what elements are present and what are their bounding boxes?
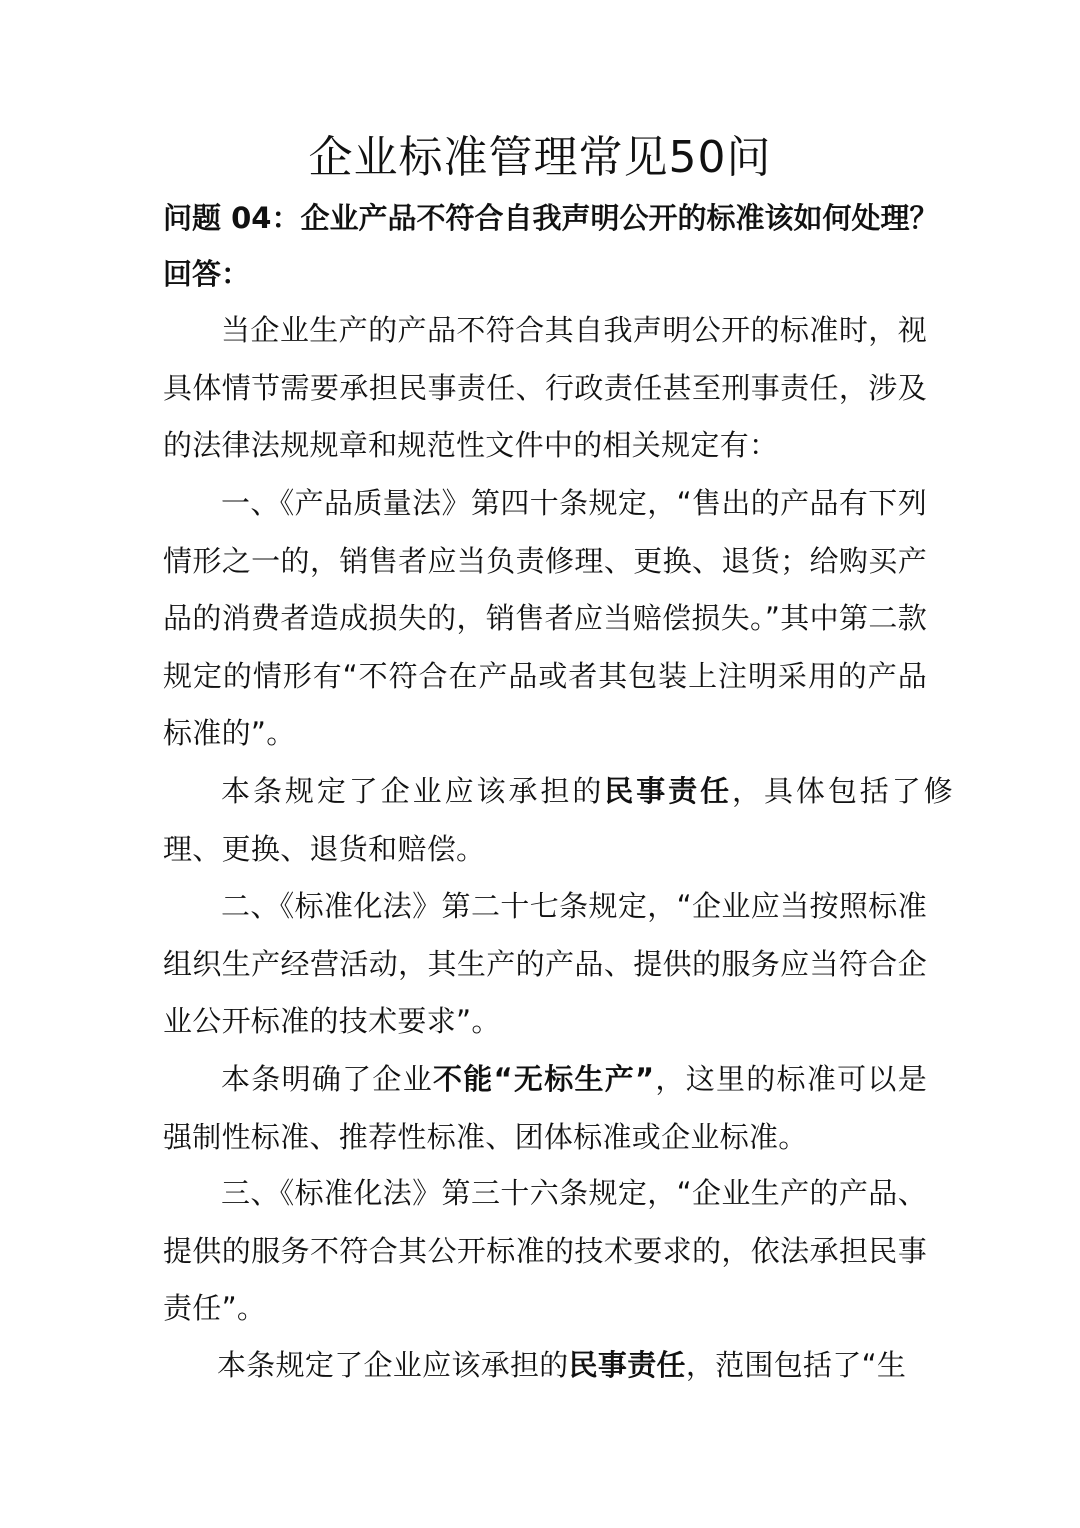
- paragraph-standardization-law-36: 三、《标准化法》第三十六条规定，“企业生产的产品、提供的服务不符合其公开标准的技术要求的，依法承担民事责任”。: [163, 1176, 927, 1325]
- answer-label: 回答：: [163, 257, 251, 291]
- paragraph-text: ，具体包括了修理、更换、退货和赔偿。: [163, 774, 953, 866]
- paragraph-text: 本条规定了企业应该承担的: [217, 1348, 569, 1382]
- paragraph-text: 本条规定了企业应该承担的: [221, 774, 605, 808]
- paragraph-intro: 当企业生产的产品不符合其自我声明公开的标准时，视具体情节需要承担民事责任、行政责任甚至刑事责任，涉及的法律法规规章和规范性文件中的相关规定有：: [163, 313, 927, 462]
- paragraph-no-standard-production-note: [163, 1051, 927, 1166]
- paragraph-civil-liability-scope: [163, 1337, 927, 1395]
- document-title: 企业标准管理常见50问: [308, 132, 772, 183]
- question-heading: 问题 04：企业产品不符合自我声明公开的标准该如何处理？: [163, 201, 939, 235]
- paragraph-text: ，这里的标准可以是强制性标准、推荐性标准、团体标准或企业标准。: [163, 1062, 927, 1154]
- emphasis-text: 不能“无标生产”: [433, 1062, 655, 1096]
- paragraph-standardization-law-27: 二、《标准化法》第二十七条规定，“企业应当按照标准组织生产经营活动，其生产的产品、提供的服务应当符合企业公开标准的技术要求”。: [163, 889, 927, 1038]
- emphasis-text: 民事责任: [568, 1348, 686, 1382]
- paragraph-text: 本条明确了企业: [221, 1062, 433, 1096]
- paragraph-product-quality-law: 一、《产品质量法》第四十条规定，“售出的产品有下列情形之一的，销售者应当负责修理、更换、退货；给购买产品的消费者造成损失的，销售者应当赔偿损失。”其中第二款规定的情形有“不符合在产品或者其包装上注明采用的产品标准的”。: [163, 486, 927, 750]
- emphasis-text: 民事责任: [604, 774, 733, 808]
- paragraph-text: ，范围包括了“生: [685, 1348, 907, 1382]
- paragraph-civil-liability-note: [163, 763, 953, 878]
